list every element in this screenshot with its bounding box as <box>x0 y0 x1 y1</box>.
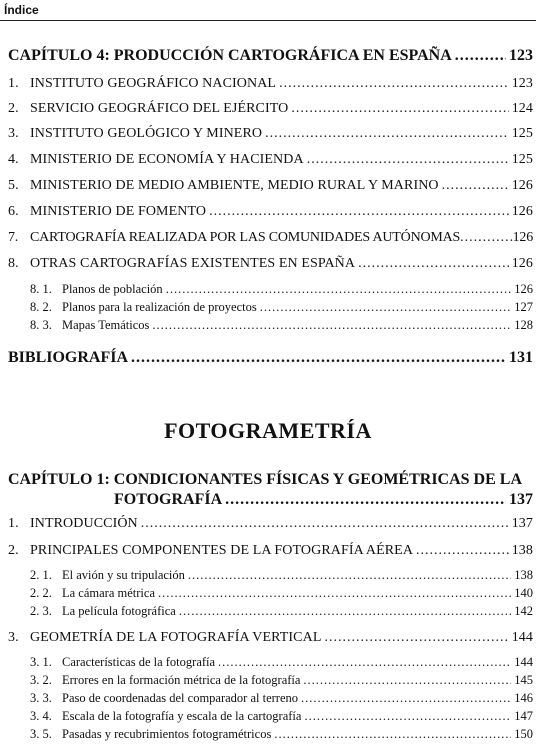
toc-page-number: 137 <box>511 516 533 531</box>
toc-page-number: 126 <box>511 178 533 193</box>
toc-page-number: 140 <box>514 586 533 600</box>
toc-item-number: 2. <box>8 101 19 116</box>
toc-item-number: 2. <box>8 543 19 558</box>
toc-item[interactable] <box>8 101 533 117</box>
toc-subitem[interactable] <box>30 282 533 297</box>
toc-page-number: 126 <box>514 282 533 296</box>
leader-dots <box>307 152 509 168</box>
toc-item[interactable] <box>8 126 533 142</box>
toc-page-number: 126 <box>511 256 533 271</box>
leader-dots <box>158 586 511 601</box>
toc-subitem-label: Planos para la realización de proyectos <box>62 300 257 314</box>
leader-dots <box>274 727 511 742</box>
leader-dots <box>291 101 508 117</box>
toc-chapter-4[interactable] <box>8 47 533 65</box>
leader-dots <box>304 709 511 724</box>
leader-dots <box>260 300 512 315</box>
leader-dots <box>301 691 511 706</box>
toc-chapter-1-line2[interactable] <box>114 491 533 509</box>
toc-item-label: INTRODUCCIÓN <box>30 516 138 531</box>
toc-subitem-label: Pasadas y recubrimientos fotogramétricos <box>62 727 272 741</box>
toc-subitem-number: 3. 1. <box>30 655 52 669</box>
toc-page-number: 144 <box>514 655 533 669</box>
toc-item-number: 3. <box>8 630 19 645</box>
toc-item[interactable] <box>8 630 533 646</box>
leader-dots <box>209 204 509 220</box>
leader-dots <box>225 491 506 509</box>
toc-subitem-label: Errores en la formación métrica de la fotografía <box>62 673 301 687</box>
toc-item-label: MINISTERIO DE FOMENTO <box>30 204 207 219</box>
leader-dots <box>188 568 511 583</box>
leader-dots <box>179 604 511 619</box>
toc-subitem-label: La película fotográfica <box>62 604 176 618</box>
toc-item[interactable] <box>8 178 533 194</box>
toc-page-number: 142 <box>514 604 533 618</box>
leader-dots <box>265 126 509 142</box>
toc-item[interactable] <box>8 256 533 272</box>
toc-item-label: OTRAS CARTOGRAFÍAS EXISTENTES EN ESPAÑA <box>30 256 356 271</box>
leader-dots <box>324 630 508 646</box>
toc-subitem-number: 2. 3. <box>30 604 52 618</box>
toc-subitem-number: 3. 2. <box>30 673 52 687</box>
toc-page-number: 147 <box>514 709 533 723</box>
toc-page-number: 138 <box>514 568 533 582</box>
toc-page-number: 127 <box>514 300 533 314</box>
leader-dots <box>303 673 511 688</box>
toc-subitem-label: Escala de la fotografía y escala de la cartografía <box>62 709 302 723</box>
toc-subitem[interactable] <box>30 673 533 688</box>
toc-item-number: 3. <box>8 126 19 141</box>
toc-item-number: 4. <box>8 152 19 167</box>
toc-page-number: 145 <box>514 673 533 687</box>
toc-chapter-1-line1[interactable]: CAPÍTULO 1: CONDICIONANTES FÍSICAS Y GEOMÉTRICAS DE LA <box>8 471 522 488</box>
leader-dots <box>279 76 509 92</box>
leader-dots <box>131 349 506 367</box>
toc-page-number: 128 <box>514 318 533 332</box>
toc-page-number: 131 <box>509 349 533 366</box>
toc-subitem[interactable] <box>30 709 533 724</box>
toc-subitem[interactable] <box>30 586 533 601</box>
toc-subitem-number: 2. 1. <box>30 568 52 582</box>
toc-item-number: 5. <box>8 178 19 193</box>
toc-subitem-number: 8. 1. <box>30 282 52 296</box>
toc-page-number: 123 <box>509 47 533 64</box>
toc-subitem[interactable] <box>30 568 533 583</box>
part-title: FOTOGRAMETRÍA <box>164 418 372 443</box>
toc-chapter-label: FOTOGRAFÍA <box>114 491 223 508</box>
toc-item-number: 1. <box>8 76 19 91</box>
toc-page-number: 126 <box>511 204 533 219</box>
toc-subitem-label: Características de la fotografía <box>62 655 216 669</box>
leader-dots <box>218 655 511 670</box>
running-header: Índice <box>4 3 39 17</box>
toc-item-number: 8. <box>8 256 19 271</box>
toc-subitem-label: Planos de población <box>62 282 163 296</box>
toc-subitem-number: 3. 3. <box>30 691 52 705</box>
leader-dots <box>442 178 509 194</box>
toc-item[interactable] <box>8 76 533 92</box>
toc-subitem-number: 8. 2. <box>30 300 52 314</box>
toc-item-label: PRINCIPALES COMPONENTES DE LA FOTOGRAFÍA AÉREA <box>30 543 414 558</box>
toc-item-label: CARTOGRAFÍA REALIZADA POR LAS COMUNIDADES AUTÓNOMAS <box>30 230 461 245</box>
toc-item-label: GEOMETRÍA DE LA FOTOGRAFÍA VERTICAL <box>30 630 322 645</box>
toc-subitem[interactable] <box>30 691 533 706</box>
leader-dots <box>455 47 506 65</box>
toc-item[interactable] <box>8 204 533 220</box>
toc-page-number: 124 <box>511 101 533 116</box>
toc-page-number: 137 <box>509 491 533 508</box>
toc-subitem[interactable] <box>30 727 533 742</box>
toc-item-label: SERVICIO GEOGRÁFICO DEL EJÉRCITO <box>30 101 289 116</box>
toc-subitem-number: 8. 3. <box>30 318 52 332</box>
header-rule <box>0 20 536 21</box>
toc-subitem-number: 3. 5. <box>30 727 52 741</box>
toc-page-number: 123 <box>511 76 533 91</box>
toc-item[interactable] <box>8 152 533 168</box>
leader-dots <box>152 318 511 333</box>
toc-item-label: INSTITUTO GEOLÓGICO Y MINERO <box>30 126 263 141</box>
toc-subitem-label: La cámara métrica <box>62 586 155 600</box>
toc-page-number: 125 <box>511 126 533 141</box>
toc-page-number: 138 <box>511 543 533 558</box>
toc-subitem-label: Paso de coordenadas del comparador al terreno <box>62 691 299 705</box>
toc-item[interactable] <box>8 230 533 246</box>
toc-subitem-label: Mapas Temáticos <box>62 318 150 332</box>
toc-page-number: 125 <box>511 152 533 167</box>
leader-dots <box>166 282 512 297</box>
toc-item-number: 7. <box>8 230 19 245</box>
toc-bibliography-label: BIBLIOGRAFÍA <box>8 349 129 366</box>
toc-subitem[interactable] <box>30 300 533 315</box>
toc-subitem-label: El avión y su tripulación <box>62 568 185 582</box>
toc-item-number: 6. <box>8 204 19 219</box>
leader-dots <box>416 543 509 559</box>
toc-bibliography[interactable] <box>8 349 533 367</box>
toc-subitem[interactable] <box>30 604 533 619</box>
toc-page-number: 146 <box>514 691 533 705</box>
leader-dots <box>460 230 512 246</box>
toc-chapter-label: CAPÍTULO 4: PRODUCCIÓN CARTOGRÁFICA EN ESPAÑA <box>8 47 452 64</box>
toc-item[interactable] <box>8 516 533 532</box>
toc-item-number: 1. <box>8 516 19 531</box>
leader-dots <box>141 516 509 532</box>
toc-item-label: MINISTERIO DE ECONOMÍA Y HACIENDA <box>30 152 304 167</box>
toc-item-label: INSTITUTO GEOGRÁFICO NACIONAL <box>30 76 277 91</box>
toc-page-number: 150 <box>514 727 533 741</box>
toc-item[interactable] <box>8 543 533 559</box>
toc-subitem-number: 2. 2. <box>30 586 52 600</box>
toc-subitem[interactable] <box>30 655 533 670</box>
toc-subitem-number: 3. 4. <box>30 709 52 723</box>
toc-page-number: 126 <box>512 230 533 245</box>
toc-page-number: 144 <box>511 630 533 645</box>
leader-dots <box>358 256 509 272</box>
toc-item-label: MINISTERIO DE MEDIO AMBIENTE, MEDIO RURAL Y MARINO <box>30 178 439 193</box>
toc-subitem[interactable] <box>30 318 533 333</box>
